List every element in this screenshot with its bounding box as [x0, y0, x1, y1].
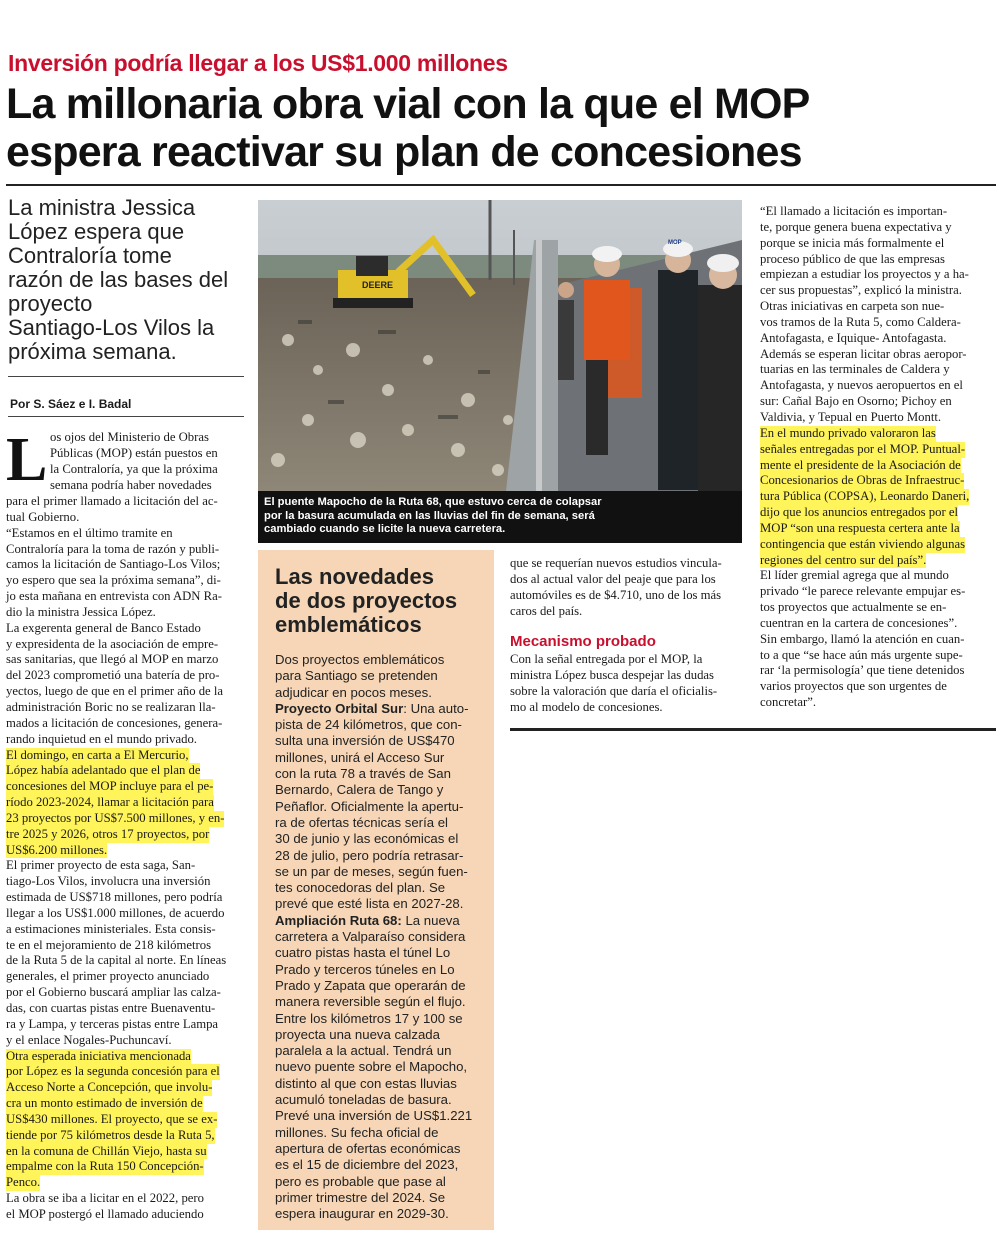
text-line: 23 proyectos por US$7.500 millones, y en-: [6, 810, 225, 825]
text-line: llegar a los US$1.000 millones, de acuerdo: [6, 905, 225, 920]
text-line: Prado y terceros túneles en Lo: [275, 961, 455, 977]
text-line: en la comuna de Chillán Viejo, hasta su: [6, 1143, 207, 1158]
text-line: carretera a Valparaíso considera: [275, 929, 466, 945]
text-line: contingencia que están viviendo algunas: [760, 536, 966, 551]
bridge-debris-photo: [258, 200, 742, 491]
text-line: tre 2025 y 2026, otros 17 proyectos, por: [6, 826, 210, 841]
text-line: señales entregadas por el MOP. Puntual-: [760, 441, 966, 456]
text-line: nuevo puente sobre el Mapocho,: [275, 1059, 468, 1075]
text-line: La exgerenta general de Banco Estado: [6, 620, 201, 635]
svg-text:DEERE: DEERE: [362, 280, 394, 290]
byline-rule: [8, 416, 244, 417]
text-line: millones, unirá el Acceso Sur: [275, 749, 445, 765]
lede-line: Contraloría tome: [8, 243, 172, 268]
text-line: Valdivia, y Tepual en Puerto Montt.: [760, 409, 942, 424]
text-line: regiones del centro sur del país”.: [760, 552, 927, 567]
text-line: En el mundo privado valoraron las: [760, 425, 936, 440]
lede-line: razón de las bases del: [8, 267, 229, 292]
drop-cap: L: [6, 426, 48, 494]
text-line: millones. Su fecha oficial de: [275, 1124, 439, 1140]
text-line: Peñaflor. Oficialmente la apertu-: [275, 798, 464, 814]
text-line: concretar”.: [760, 695, 816, 710]
text-line: Entre los kilómetros 17 y 100 se: [275, 1010, 463, 1026]
text-line: “El llamado a licitación es importan-: [760, 204, 948, 218]
article-headline: [6, 80, 996, 176]
sidebar-project-1: [275, 717, 472, 913]
lede-line: Santiago-Los Vilos la: [8, 315, 215, 340]
text-line: vos tramos de la Ruta 5, como Caldera-: [760, 314, 961, 329]
text-line: dijo que los anuncios entregados por el: [760, 505, 959, 520]
text-line: varios proyectos que son urgentes de: [760, 679, 947, 694]
text-line: caros del país.: [510, 603, 583, 618]
headline-rule: [6, 184, 996, 186]
text-line: el MOP postergó el llamado aduciendo: [6, 1206, 204, 1221]
text-line: distinto al que con estas lluvias: [275, 1075, 457, 1091]
sidebar-text: [275, 652, 472, 1222]
article-kicker: Inversión podría llegar a los US$1.000 millones: [8, 50, 508, 76]
text-line: cuatro pistas hasta el túnel Lo: [275, 945, 451, 961]
text-line: a estimaciones ministeriales. Esta consis-: [6, 921, 216, 936]
text-line: cra un monto estimado de inversión de: [6, 1096, 203, 1111]
article-lede: [8, 196, 248, 364]
text-line: yectos, luego de que en el primer año de la: [6, 684, 224, 699]
text-line: sulta una inversión de US$470: [275, 733, 455, 749]
text-line: automóviles es de $4.710, uno de los más: [510, 587, 722, 602]
text-line: semana podría haber novedades: [50, 477, 212, 492]
text-line: camos la licitación de Santiago-Los Vilos;: [6, 557, 221, 572]
text-line: te, porque genera buena expectativa y: [760, 219, 952, 234]
text-line: Acceso Norte a Concepción, que involu-: [6, 1080, 213, 1095]
text-line: Prevé una inversión de US$1.221: [275, 1108, 473, 1124]
text-line: Sin embargo, llamó la atención en cuan-: [760, 631, 965, 646]
caption-line: por la basura acumulada en las lluvias del fin de semana, será: [264, 509, 595, 522]
lede-line: próxima semana.: [8, 339, 177, 364]
text-line: Concesionarios de Obras de Infraestruc-: [760, 473, 965, 488]
text-line: tura Pública (COPSA), Leonardo Daneri,: [760, 489, 970, 504]
text-line: concesiones del MOP incluye para el pe-: [6, 779, 214, 794]
news-photo: [258, 200, 742, 491]
text-line: El líder gremial agrega que al mundo: [760, 568, 949, 583]
text-line: acumuló toneladas de basura.: [275, 1092, 452, 1108]
text-line: ra de ofertas técnicas sería el: [275, 814, 448, 830]
text-line: 28 de julio, pero podría retrasar-: [275, 847, 464, 863]
sidebar-line: para Santiago se pretenden: [275, 668, 438, 684]
text-line: sas sanitarias, que llegó al MOP en marzo: [6, 652, 219, 667]
text-line: sur: Cañal Bajo en Osorno; Pichoy en: [760, 394, 952, 409]
section-rule: [510, 728, 996, 731]
text-line: estimada de US$718 millones, pero podría: [6, 890, 223, 905]
text-line: tiago-Los Vilos, involucra una inversión: [6, 874, 211, 889]
caption-line: cambiado cuando se licite la nueva carretera.: [264, 523, 506, 536]
text-line: Antofagasta, e Iquique- Antofagasta.: [760, 330, 947, 345]
text-line: rar ‘la permisología’ que tiene detenidos: [760, 663, 965, 678]
text-line: tuarias en las terminales de Caldera y: [760, 362, 950, 377]
column-1: [6, 494, 226, 1223]
text-line: López había adelantado que el plan de: [6, 763, 201, 778]
text-line: mente el presidente de la Asociación de: [760, 457, 961, 472]
lede-line: proyecto: [8, 291, 93, 316]
text-line: y expresidenta de la asociación de empre-: [6, 636, 219, 651]
text-line: manera reversible según el flujo.: [275, 994, 466, 1010]
text-line: paralela a la actual. Tendrá un: [275, 1043, 452, 1059]
text-line: primer trimestre del 2024. Se: [275, 1189, 446, 1205]
text-line: cer sus propuestas”, explicó la ministra.: [760, 283, 962, 298]
text-line: pista de 24 kilómetros, que con-: [275, 717, 462, 733]
lede-line: La ministra Jessica: [8, 195, 196, 220]
text-line: to a que “se hace aún más urgente supe-: [760, 647, 963, 662]
sidebar-project-1-lead: [275, 701, 472, 717]
svg-text:MOP: MOP: [668, 240, 682, 246]
text-line: ra y Lampa, y terceras pistas entre Lampa: [6, 1016, 219, 1031]
text-line: es el 15 de diciembre del 2023,: [275, 1157, 459, 1173]
sidebar-line: Dos proyectos emblemáticos: [275, 652, 445, 667]
text-line: para el primer llamado a licitación del ac-: [6, 494, 218, 508]
sidebar-project-2-lead: [275, 913, 472, 929]
sidebar-line: La nueva: [401, 912, 460, 928]
sidebar-line: : Una auto-: [403, 700, 469, 716]
text-line: proyecta una nueva calzada: [275, 1026, 440, 1042]
project-1-label: Proyecto Orbital Sur: [275, 700, 404, 716]
text-line: Públicas (MOP) están puestos en: [50, 445, 218, 460]
text-line: Penco.: [6, 1175, 41, 1190]
text-line: Con la señal entregada por el MOP, la: [510, 652, 703, 666]
text-line: das, con cuartas pistas entre Buenaventu-: [6, 1001, 216, 1015]
sidebar-title-line: de dos proyectos: [275, 588, 458, 613]
text-line: rando inquietud en el mundo privado.: [6, 731, 197, 746]
text-line: del 2023 comprometió una batería de pro-: [6, 668, 220, 683]
text-line: espera inaugurar en 2029-30.: [275, 1206, 449, 1222]
lede-rule: [8, 376, 244, 377]
byline: Por S. Sáez e I. Badal: [10, 397, 132, 411]
text-line: prevé que esté lista en 2027-28.: [275, 896, 464, 912]
text-line: sobre la valoración que daría el oficialis-: [510, 683, 718, 698]
text-line: empiezan a estudiar los proyectos y a ha-: [760, 267, 969, 282]
photo-caption: [258, 491, 742, 543]
text-line: administración Boric no se realizaran lla-: [6, 699, 216, 714]
sidebar-project-2: [275, 929, 472, 1222]
text-line: El domingo, en carta a El Mercurio,: [6, 747, 189, 762]
text-line: mo al modelo de concesiones.: [510, 699, 663, 714]
text-line: os ojos del Ministerio de Obras: [50, 430, 209, 444]
text-line: Otra esperada iniciativa mencionada: [6, 1048, 191, 1063]
text-line: y el enlace Nogales-Puchuncaví.: [6, 1032, 172, 1047]
text-line: yo espero que sea la próxima semana”, di-: [6, 573, 221, 588]
sidebar-title-line: Las novedades: [275, 564, 434, 589]
column-1-intro: [50, 430, 218, 493]
text-line: tos proyectos que actualmente se en-: [760, 600, 947, 615]
text-line: US$430 millones. El proyecto, que se ex-: [6, 1111, 218, 1126]
lede-line: López espera que: [8, 219, 185, 244]
text-line: por el Gobierno buscará ampliar las calza-: [6, 985, 221, 1000]
text-line: 30 de junio y las económicas el: [275, 831, 459, 847]
column-3b: [510, 652, 717, 715]
text-line: privado “le parece relevante empujar es-: [760, 584, 966, 599]
text-line: MOP “son una respuesta certera ante la: [760, 520, 960, 535]
text-line: tiende por 75 kilómetros desde la Ruta 5,: [6, 1127, 215, 1142]
text-line: tes conocedoras del plan. Se: [275, 880, 446, 896]
text-line: “Estamos en el último tramite en: [6, 525, 173, 540]
text-line: mados a licitación de concesiones, genera-: [6, 715, 223, 730]
text-line: Contraloría para la toma de razón y publi-: [6, 541, 220, 556]
text-line: Prado y Zapata que operarán de: [275, 977, 466, 993]
sidebar-title-line: emblemáticos: [275, 612, 422, 637]
text-line: generales, el primer proyecto anunciado: [6, 969, 210, 984]
text-line: cuentran en la cartera de concesiones”.: [760, 615, 958, 630]
project-2-label: Ampliación Ruta 68:: [275, 912, 402, 928]
text-line: proceso público de que las empresas: [760, 251, 945, 266]
subhead: Mecanismo probado: [510, 633, 656, 650]
text-line: de la Ruta 5 de la capital al norte. En líneas: [6, 953, 227, 968]
text-line: dos al actual valor del peaje que para los: [510, 571, 716, 586]
text-line: empalme con la Ruta 150 Concepción-: [6, 1159, 204, 1174]
text-line: jo esta mañana en entrevista con ADN Ra-: [6, 589, 222, 604]
text-line: Antofagasta, y nuevos aeropuertos en el: [760, 378, 963, 393]
text-line: US$6.200 millones.: [6, 842, 108, 857]
text-line: ríodo 2023-2024, llamar a licitación para: [6, 795, 214, 810]
column-3: [510, 556, 722, 619]
text-line: El primer proyecto de esta saga, San-: [6, 858, 196, 873]
text-line: se un par de meses, según fuen-: [275, 863, 468, 879]
sidebar-title: [275, 565, 457, 637]
column-4: [760, 204, 969, 711]
text-line: Otras iniciativas en carpeta son nue-: [760, 299, 945, 314]
text-line: La obra se iba a licitar en el 2022, pero: [6, 1191, 204, 1206]
text-line: que se requerían nuevos estudios vincula-: [510, 556, 722, 570]
text-line: pero es probable que pase al: [275, 1173, 446, 1189]
text-line: la Contraloría, ya que la próxima: [50, 461, 218, 476]
text-line: tual Gobierno.: [6, 509, 80, 524]
sidebar-line: adjudicar en pocos meses.: [275, 684, 432, 700]
text-line: ministra López busca despejar las dudas: [510, 667, 714, 682]
text-line: con la ruta 78 a través de San: [275, 766, 451, 782]
text-line: porque se inicia más formalmente el: [760, 235, 945, 250]
caption-line: El puente Mapocho de la Ruta 68, que estuvo cerca de colapsar: [264, 496, 602, 508]
text-line: te en el mejoramiento de 218 kilómetros: [6, 937, 212, 952]
text-line: Bernardo, Calera de Tango y: [275, 782, 444, 798]
headline-line: espera reactivar su plan de concesiones: [6, 128, 802, 176]
text-line: dio la ministra Jessica López.: [6, 604, 156, 619]
headline-line: La millonaria obra vial con la que el MOP: [6, 80, 810, 128]
text-line: por López es la segunda concesión para el: [6, 1064, 220, 1079]
text-line: apertura de ofertas económicas: [275, 1140, 461, 1156]
text-line: Además se esperan licitar obras aeropor-: [760, 346, 967, 361]
